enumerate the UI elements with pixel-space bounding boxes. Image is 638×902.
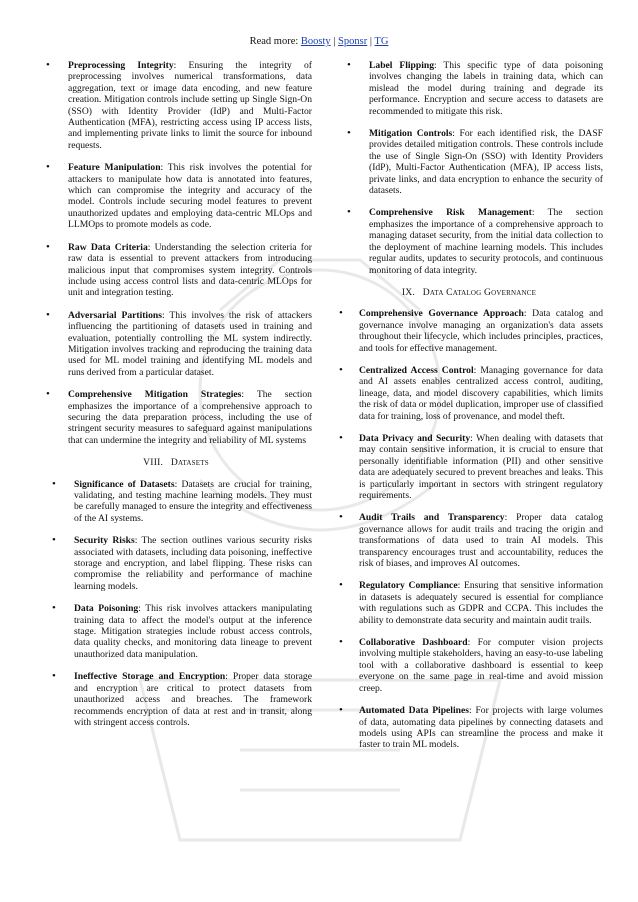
item-title: Regulatory Compliance (359, 580, 458, 592)
item-title: Comprehensive Risk Management (369, 207, 532, 219)
list-item (40, 535, 312, 592)
item-text: : For each identified risk, the DASF provides detailed mitigation controls. These controls include the use of Single Sign-On (SSO) with Identity Providers (IdP), Multi-Factor Authentication (MFA), IP access lists, private links, and data encryption to enhance the security of datasets. (369, 128, 603, 197)
item-text: : Proper data storage and encryption are critical to protect datasets from unauthorized access and breaches. The framework recommends encryption of data at rest and in transit, along with stringent access controls. (74, 671, 312, 728)
read-more-bar (0, 36, 638, 47)
list-item (335, 365, 603, 422)
item-title: Feature Manipulation (68, 162, 161, 174)
list-item (40, 242, 312, 299)
link-separator: | (330, 36, 339, 47)
item-title: Collaborative Dashboard (359, 637, 468, 649)
section-title: Datasets (170, 457, 209, 469)
section-heading-datasets (40, 457, 312, 468)
bullet-list (335, 308, 603, 750)
list-item (335, 308, 603, 354)
item-text: : Proper data catalog governance allows for audit trails and tracing the origin and transformations of data used to train AI models. This transparency encourages trust and accountability, reduces the risk of biases, and improves AI outcomes. (359, 512, 603, 570)
item-title: Security Risks (74, 535, 135, 547)
item-title: Mitigation Controls (369, 128, 453, 140)
item-title: Comprehensive Governance Approach (359, 308, 524, 320)
item-title: Data Privacy and Security (359, 432, 471, 444)
list-item (40, 479, 312, 525)
item-title: Audit Trails and Transparency (359, 512, 505, 524)
item-text: : Ensuring the integrity of preprocessing involves numerical transformations, data aggregation, text or image data encoding, and new feature creation. Mitigation controls include setting up Single Sign-On (SSO) with Identity Provider (IdP) and Multi-Factor Authentication (MFA), restricting access using IP access lists, and implementing private links to limit the source for inbound requests. (68, 60, 312, 151)
item-title: Data Poisoning (74, 603, 139, 615)
left-column (40, 60, 312, 739)
item-title: Significance of Datasets (74, 478, 175, 490)
sponsr-link[interactable]: Sponsr (338, 36, 368, 47)
item-title: Adversarial Partitions (68, 309, 162, 321)
item-title: Comprehensive Mitigation Strategies (68, 389, 242, 401)
tg-link[interactable]: TG (374, 36, 389, 47)
item-text: : Data catalog and governance involve managing an organization's data assets throughout their lifecycle, which includes principles, practices, and tools for effective management. (359, 308, 603, 354)
section-number: VIII. (143, 457, 164, 469)
boosty-link[interactable]: Boosty (300, 36, 331, 47)
item-text: : The section outlines various security risks associated with datasets, including data poisoning, ineffective storage and encryption, and label flipping. These risks can compromise the reliability and performance of machine learning models. (74, 535, 312, 592)
list-item (40, 310, 312, 378)
item-text: : This involves the risk of attackers influencing the partitioning of datasets used in training and evaluation, potentially controlling the ML system indirectly. Mitigation involves tracking and reproducing the training data used for ML model training and identifying ML models and runs derived from a particular dataset. (68, 309, 312, 378)
list-item (335, 705, 603, 751)
link-separator: | (367, 36, 375, 47)
item-title: Automated Data Pipelines (359, 705, 469, 717)
item-text: : This specific type of data poisoning involves changing the labels in training data, which can mislead the model during training and degrade its performance. Encryption and secure access to datasets are recommended to mitigate this risk. (369, 60, 603, 117)
section-heading-data-catalog-governance (335, 287, 603, 298)
item-text: : This risk involves attackers manipulating training data to affect the model's output at the inference stage. Mitigation strategies include robust access controls, data quality checks, and monitoring data lineage to prevent unauthorized data manipulation. (74, 603, 313, 660)
item-title: Label Flipping (369, 60, 434, 71)
list-item (335, 580, 603, 626)
bullet-list (335, 60, 603, 276)
bullet-list (40, 479, 312, 729)
item-text: : The section emphasizes the importance of a comprehensive approach to managing dataset security, from the initial data collection to the deployment of machine learning models. This includes regular audits, updates to security protocols, and continuous monitoring of data integrity. (369, 207, 603, 276)
item-text: : For computer vision projects involving multiple stakeholders, having an easy-to-use labeling tool with a collaborative dashboard is essential to keep everyone on the same page in real-time and avoid mission creep. (359, 637, 603, 694)
section-number: IX. (401, 286, 415, 298)
item-text: : Datasets are crucial for training, validating, and testing machine learning models. They must be carefully managed to ensure the integrity and effectiveness of the AI systems. (74, 478, 312, 524)
list-item (335, 128, 603, 196)
list-item (40, 671, 312, 728)
item-text: : Ensuring that sensitive information in datasets is adequately secured is essential for compliance with regulations such as GDPR and CCPA. This includes the ability to demonstrate data security and maintain audit trails. (359, 580, 603, 626)
item-title: Centralized Access Control (359, 364, 474, 376)
item-title: Ineffective Storage and Encryption (74, 671, 226, 683)
item-text: : This risk involves the potential for attackers to manipulate how data is annotated into features, which can compromise the integrity and accuracy of the model. Controls include securing model features to prevent unauthorized updates and employing data-centric MLOps and LLMOps to promote models as code. (68, 162, 312, 231)
list-item (335, 512, 603, 569)
item-title: Raw Data Criteria (68, 241, 148, 253)
list-item (40, 162, 312, 230)
item-title: Preprocessing Integrity (68, 60, 174, 71)
list-item (335, 207, 603, 275)
list-item (40, 60, 312, 151)
list-item (40, 603, 312, 660)
read-more-label: Read more: (249, 36, 301, 47)
item-text: : Understanding the selection criteria for raw data is essential to prevent attackers from introducing malicious input that compromises system integrity. Controls include using access control lists and data-centric MLOps for unit and integration testing. (68, 241, 312, 299)
list-item (335, 60, 603, 117)
item-text: : For projects with large volumes of data, automating data pipelines by connecting datasets and models using APIs can streamline the process and make it faster to train ML models. (359, 705, 603, 751)
item-text: : When dealing with datasets that may contain sensitive information, it is crucial to ensure that personally identifiable information (PII) and other sensitive data are adequately secured to prevent breaches and leaks. This is particularly important in sectors with stringent regulatory requirements. (359, 432, 603, 501)
right-column (335, 60, 603, 762)
section-title: Data Catalog Governance (422, 286, 537, 298)
bullet-list (40, 60, 312, 446)
item-text: : The section emphasizes the importance of a comprehensive approach to securing the data preparation process, including the use of stringent security measures to safeguard against manipulations that can undermine the integrity and reliability of ML systems (68, 389, 312, 446)
list-item (335, 433, 603, 501)
list-item (335, 637, 603, 694)
list-item (40, 389, 312, 446)
item-text: : Managing governance for data and AI assets enables centralized access control, auditing, lineage, data, and model discovery capabilities, which limits the risk of data or model duplication, improper use of classified data for training, loss of provenance, and model theft. (359, 364, 603, 422)
